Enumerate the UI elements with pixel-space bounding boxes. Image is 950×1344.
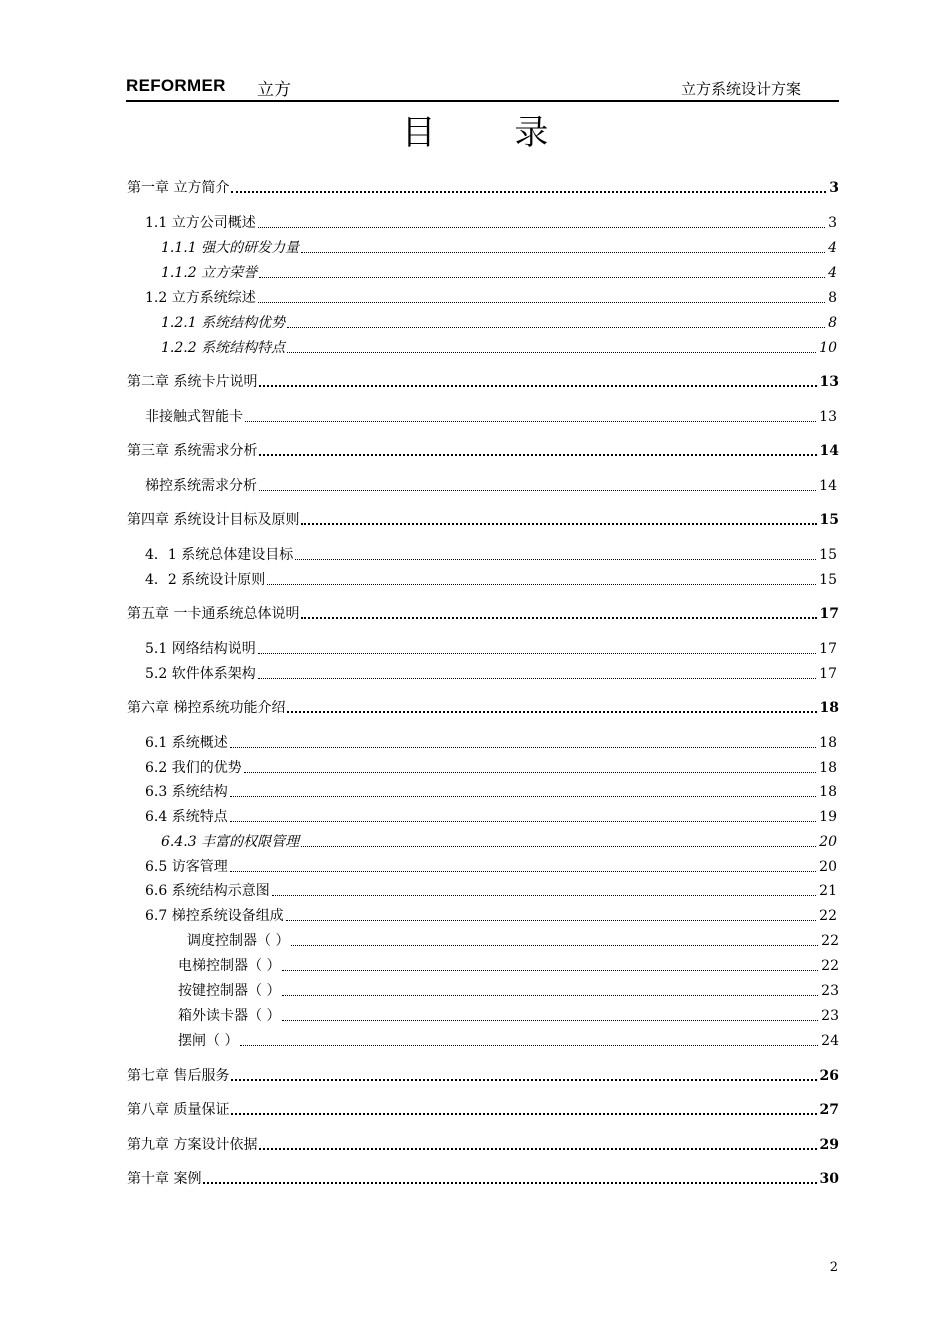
dot-leader: [291, 945, 818, 946]
toc-entry-label: 5.1 网络结构说明: [145, 641, 256, 657]
toc-entry-page: 8: [828, 315, 837, 331]
dot-leader: [259, 1148, 816, 1150]
toc-entry[interactable]: [145, 781, 837, 801]
dot-leader: [258, 653, 816, 654]
toc-entry-page: 17: [819, 641, 837, 657]
toc-entry-page: 15: [819, 547, 837, 563]
toc-entry-label: 6.6 系统结构示意图: [145, 883, 270, 899]
toc-entry-label: 第十章 案例: [127, 1171, 202, 1187]
toc-entry-page: 18: [819, 735, 837, 751]
dot-leader: [259, 454, 816, 456]
toc-entry[interactable]: [145, 638, 837, 658]
toc-entry-page: 29: [819, 1137, 839, 1153]
toc-entry-label: 6.1 系统概述: [145, 735, 228, 751]
toc-entry-page: 22: [821, 958, 839, 974]
toc-entry-page: 14: [819, 478, 837, 494]
toc-entry-page: 18: [819, 700, 839, 716]
toc-entry-label: 第三章 系统需求分析: [127, 443, 258, 459]
dot-leader: [282, 995, 818, 996]
toc-entry-page: 13: [819, 374, 839, 390]
toc-entry-label: 6.2 我们的优势: [145, 760, 242, 776]
brand-name: REFORMER: [126, 76, 226, 95]
toc-chapter-entry[interactable]: [127, 1099, 839, 1119]
toc-entry-page: 17: [819, 606, 839, 622]
toc-entry-label: 1.1 立方公司概述: [145, 215, 256, 231]
dot-leader: [230, 871, 816, 872]
toc-entry-label: 5.2 软件体系架构: [145, 666, 256, 682]
toc-entry[interactable]: [145, 856, 837, 876]
toc-entry-label: 6.5 访客管理: [145, 859, 228, 875]
dot-leader: [272, 895, 816, 896]
toc-entry-page: 21: [819, 883, 837, 899]
dot-leader: [301, 523, 816, 525]
toc-entry-label: 梯控系统需求分析: [145, 478, 257, 494]
toc-entry-page: 20: [819, 859, 837, 875]
toc-entry[interactable]: [145, 732, 837, 752]
toc-chapter-entry[interactable]: [127, 697, 839, 717]
dot-leader: [286, 920, 816, 921]
toc-entry[interactable]: [187, 930, 839, 950]
dot-leader: [287, 352, 816, 353]
dot-leader: [230, 821, 816, 822]
toc-entry[interactable]: [145, 544, 837, 564]
toc-entry-page: 15: [819, 572, 837, 588]
toc-entry-page: 18: [819, 784, 837, 800]
toc-entry-label: 摆闸（ ）: [178, 1033, 239, 1049]
toc-entry-label: 1.1.2 立方荣誉: [161, 265, 258, 281]
toc-entry[interactable]: [161, 312, 837, 332]
toc-entry[interactable]: [178, 1030, 839, 1050]
dot-leader: [258, 227, 825, 228]
toc-entry-label: 4．2 系统设计原则: [145, 572, 266, 588]
brand-name-cn: 立方: [257, 80, 291, 100]
toc-entry-label: 第一章 立方简介: [127, 180, 230, 196]
toc-entry-label: 第六章 梯控系统功能介绍: [127, 700, 286, 716]
toc-entry[interactable]: [145, 757, 837, 777]
toc-chapter-entry[interactable]: [127, 603, 839, 623]
toc-entry-label: 1.1.1 强大的研发力量: [161, 240, 300, 256]
toc-chapter-entry[interactable]: [127, 440, 839, 460]
toc-entry[interactable]: [145, 406, 837, 426]
toc-entry-label: 4．1 系统总体建设目标: [145, 547, 294, 563]
toc-entry[interactable]: [145, 905, 837, 925]
toc-entry-page: 3: [829, 180, 839, 196]
toc-chapter-entry[interactable]: [127, 1065, 839, 1085]
dot-leader: [282, 970, 818, 971]
toc-entry-page: 18: [819, 760, 837, 776]
dot-leader: [259, 277, 825, 278]
toc-entry-page: 20: [819, 834, 837, 850]
toc-entry-label: 1.2.1 系统结构优势: [161, 315, 286, 331]
toc-entry[interactable]: [145, 569, 837, 589]
dot-leader: [301, 617, 816, 619]
dot-leader: [287, 327, 825, 328]
toc-entry-label: 6.3 系统结构: [145, 784, 228, 800]
toc-entry-label: 第七章 售后服务: [127, 1068, 230, 1084]
toc-entry-page: 3: [828, 215, 837, 231]
toc-entry[interactable]: [161, 337, 837, 357]
toc-entry-label: 第八章 质量保证: [127, 1102, 230, 1118]
dot-leader: [231, 1079, 816, 1081]
toc-chapter-entry[interactable]: [127, 1134, 839, 1154]
toc-entry-page: 23: [821, 983, 839, 999]
toc-entry[interactable]: [145, 663, 837, 683]
toc-entry[interactable]: [145, 475, 837, 495]
toc-entry-page: 26: [819, 1068, 839, 1084]
toc-entry-label: 非接触式智能卡: [145, 409, 243, 425]
dot-leader: [230, 796, 816, 797]
page-number: 2: [829, 1260, 838, 1275]
toc-chapter-entry[interactable]: [127, 1168, 839, 1188]
toc-chapter-entry[interactable]: [127, 177, 839, 197]
toc-entry-label: 电梯控制器（ ）: [178, 958, 281, 974]
dot-leader: [231, 191, 826, 193]
document-title: 立方系统设计方案: [680, 80, 801, 98]
toc-entry[interactable]: [145, 880, 837, 900]
toc-chapter-entry[interactable]: [127, 509, 839, 529]
toc-entry[interactable]: [145, 287, 837, 307]
dot-leader: [258, 302, 825, 303]
toc-entry[interactable]: [161, 831, 837, 851]
toc-entry-page: 30: [819, 1171, 839, 1187]
toc-entry-label: 箱外读卡器（ ）: [178, 1008, 281, 1024]
dot-leader: [259, 385, 816, 387]
toc-entry-page: 14: [819, 443, 839, 459]
toc-entry-page: 22: [821, 933, 839, 949]
dot-leader: [287, 711, 816, 713]
toc-entry-page: 24: [821, 1033, 839, 1049]
dot-leader: [258, 678, 816, 679]
toc-entry-page: 15: [819, 512, 839, 528]
toc-entry-page: 19: [819, 809, 837, 825]
toc-entry[interactable]: [145, 212, 837, 232]
toc-entry-page: 17: [819, 666, 837, 682]
dot-leader: [295, 559, 816, 560]
toc-entry-page: 4: [828, 265, 837, 281]
toc-entry[interactable]: [161, 237, 837, 257]
dot-leader: [231, 1113, 816, 1115]
dot-leader: [244, 772, 816, 773]
toc-entry-label: 第四章 系统设计目标及原则: [127, 512, 300, 528]
toc-entry-page: 22: [819, 908, 837, 924]
toc-entry-label: 第五章 一卡通系统总体说明: [127, 606, 300, 622]
toc-entry-label: 6.4.3 丰富的权限管理: [161, 834, 300, 850]
toc-entry-label: 按键控制器（ ）: [178, 983, 281, 999]
dot-leader: [282, 1020, 818, 1021]
dot-leader: [267, 584, 816, 585]
toc-entry-label: 1.2 立方系统综述: [145, 290, 256, 306]
dot-leader: [259, 490, 816, 491]
toc-title: 目 录: [401, 113, 583, 153]
toc-entry-page: 4: [828, 240, 837, 256]
toc-entry-page: 27: [819, 1102, 839, 1118]
dot-leader: [301, 846, 816, 847]
toc-entry-page: 23: [821, 1008, 839, 1024]
toc-entry-label: 第九章 方案设计依据: [127, 1137, 258, 1153]
toc-chapter-entry[interactable]: [127, 371, 839, 391]
toc-entry[interactable]: [178, 1005, 839, 1025]
toc-entry-label: 第二章 系统卡片说明: [127, 374, 258, 390]
dot-leader: [240, 1045, 818, 1046]
toc-entry-label: 调度控制器（ ）: [187, 933, 290, 949]
toc-entry-label: 6.7 梯控系统设备组成: [145, 908, 284, 924]
toc-entry-label: 6.4 系统特点: [145, 809, 228, 825]
toc-entry-page: 8: [828, 290, 837, 306]
toc-entry-page: 13: [819, 409, 837, 425]
toc-entry[interactable]: [178, 980, 839, 1000]
dot-leader: [301, 252, 825, 253]
toc-entry[interactable]: [161, 262, 837, 282]
toc-entry[interactable]: [145, 806, 837, 826]
toc-entry[interactable]: [178, 955, 839, 975]
dot-leader: [245, 421, 816, 422]
toc-entry-label: 1.2.2 系统结构特点: [161, 340, 286, 356]
toc-entry-page: 10: [819, 340, 837, 356]
dot-leader: [203, 1182, 816, 1184]
dot-leader: [230, 747, 816, 748]
